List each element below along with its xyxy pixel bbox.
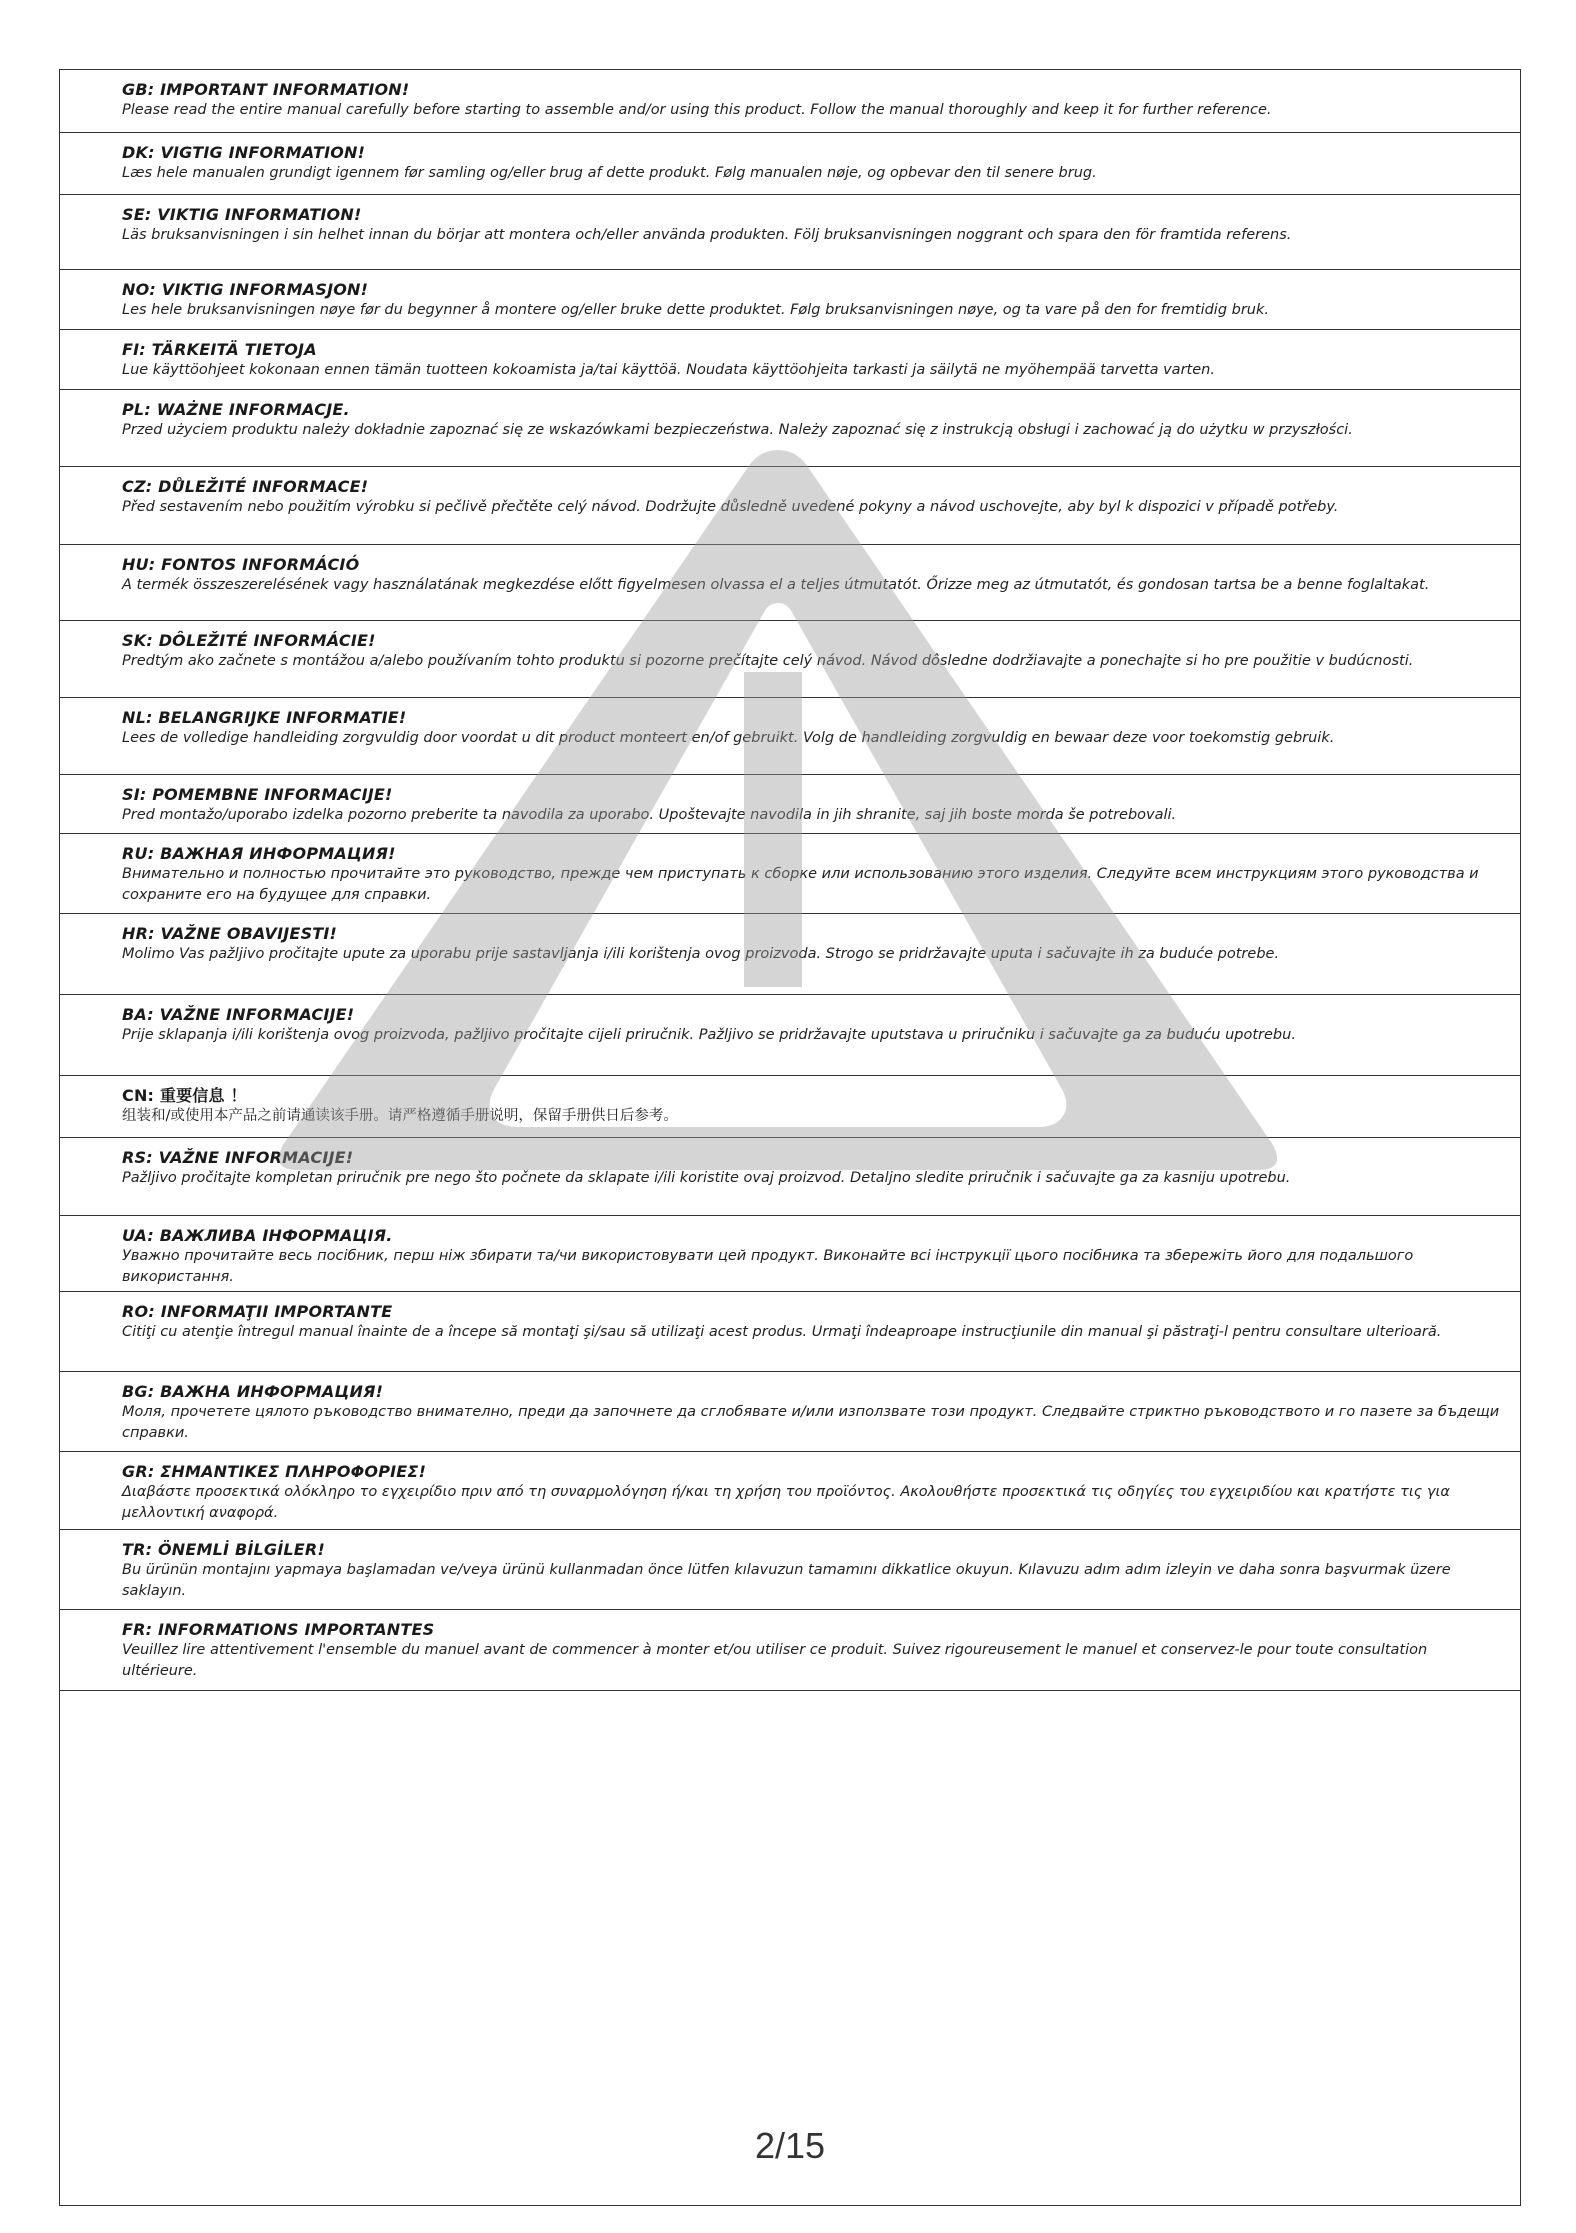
section-text: Läs bruksanvisningen i sin helhet innan du börjar att montera och/eller använda produkten. Följ bruksanvisningen noggrant och spara den för framtida referens. xyxy=(122,227,1292,243)
section-heading: RO: INFORMAŢII IMPORTANTE xyxy=(122,1302,393,1321)
section-fi xyxy=(60,330,1520,390)
section-si xyxy=(60,775,1520,834)
section-text: Please read the entire manual carefully before starting to assemble and/or using this product. Follow the manual thoroughly and keep it for further reference. xyxy=(122,102,1272,118)
section-pl xyxy=(60,390,1520,467)
section-cz xyxy=(60,467,1520,545)
section-text: Citiţi cu atenţie întregul manual înainte de a începe să montaţi şi/sau să utilizaţi acest produs. Urmaţi îndeaproape instrucţiunile din manual şi păstraţi-l pentru consultare ulterioară. xyxy=(122,1324,1442,1340)
section-heading: TR: ÖNEMLİ BİLGİLER! xyxy=(122,1540,325,1559)
section-text: Veuillez lire attentivement l'ensemble du manuel avant de commencer à monter et/ou utiliser ce produit. Suivez rigoureusement le manuel et conservez-le pour toute consultation ultérieure. xyxy=(122,1642,1428,1679)
section-text: Před sestavením nebo použitím výrobku si pečlivě přečtěte celý návod. Dodržujte důsledně uvedené pokyny a návod uschovejte, aby byl k dispozici v případě potřeby. xyxy=(122,499,1339,515)
section-cn xyxy=(60,1076,1520,1138)
section-heading: SK: DÔLEŽITÉ INFORMÁCIE! xyxy=(122,631,376,650)
section-sk xyxy=(60,621,1520,698)
section-gb xyxy=(60,70,1520,133)
section-text: Bu ürünün montajını yapmaya başlamadan ve/veya ürünü kullanmadan önce lütfen kılavuzun tamamını dikkatlice okuyun. Kılavuzu adım adım izleyin ve daha sonra başvurmak üzere saklayın. xyxy=(122,1562,1451,1599)
section-se xyxy=(60,195,1520,270)
section-heading: GR: ΣΗΜΑΝΤΙΚΕΣ ΠΛΗΡΟΦΟΡΙΕΣ! xyxy=(122,1462,427,1481)
section-heading: RU: ВАЖНАЯ ИНФОРМАЦИЯ! xyxy=(122,844,396,863)
section-ba xyxy=(60,995,1520,1076)
section-heading: NL: BELANGRIJKE INFORMATIE! xyxy=(122,708,407,727)
section-heading: NO: VIKTIG INFORMASJON! xyxy=(122,280,369,299)
section-text: Διαβάστε προσεκτικά ολόκληρο το εγχειρίδιο πριν από τη συναρμολόγηση ή/και τη χρήση του προϊόντος. Ακολουθήστε προσεκτικά τις οδηγίες του εγχειριδίου και κρατήστε τις για μελλοντική αναφορά. xyxy=(122,1484,1450,1521)
section-no xyxy=(60,270,1520,330)
section-text: Моля, прочетете цялото ръководство внимателно, преди да започнете да сглобявате и/или използвате този продукт. Следвайте стриктно ръководството и го пазете за бъдещи справки. xyxy=(122,1404,1500,1441)
section-heading: CZ: DŮLEŽITÉ INFORMACE! xyxy=(122,477,369,496)
section-hu xyxy=(60,545,1520,621)
section-text: Prije sklapanja i/ili korištenja ovog proizvoda, pažljivo pročitajte cijeli priručnik. Pažljivo se pridržavajte uputstava u priručniku i sačuvajte ga za buduću upotrebu. xyxy=(122,1027,1296,1043)
section-text: Уважно прочитайте весь посібник, перш ніж збирати та/чи використовувати цей продукт. Виконайте всі інструкції цього посібника та збережіть його для подальшого використання. xyxy=(122,1248,1414,1285)
section-text: Przed użyciem produktu należy dokładnie zapoznać się ze wskazówkami bezpieczeństwa. Należy zapoznać się z instrukcją obsługi i zachować ją do użytku w przyszłości. xyxy=(122,422,1353,438)
section-text: Внимательно и полностью прочитайте это руководство, прежде чем приступать к сборке или использованию этого изделия. Следуйте всем инструкциям этого руководства и сохраните его на будущее для справки. xyxy=(122,866,1479,903)
page-number: 2/15 xyxy=(754,2125,826,2166)
section-ru xyxy=(60,834,1520,914)
section-rs xyxy=(60,1138,1520,1216)
section-heading: UA: ВАЖЛИВА ІНФОРМАЦІЯ. xyxy=(122,1226,393,1245)
section-text: Pred montažo/uporabo izdelka pozorno preberite ta navodila za uporabo. Upoštevajte navodila in jih shranite, saj jih boste morda še potrebovali. xyxy=(122,807,1177,823)
section-tr xyxy=(60,1530,1520,1610)
section-text: Les hele bruksanvisningen nøye før du begynner å montere og/eller bruke dette produktet. Følg bruksanvisningen nøye, og ta vare på den for fremtidig bruk. xyxy=(122,302,1270,318)
section-bg xyxy=(60,1372,1520,1452)
section-heading: HR: VAŽNE OBAVIJESTI! xyxy=(122,924,338,943)
page-frame xyxy=(59,69,1521,2206)
section-nl xyxy=(60,698,1520,775)
section-text: Pažljivo pročitajte kompletan priručnik pre nego što počnete da sklapate i/ili koristite ovaj proizvod. Detaljno sledite priručnik i sačuvajte ga za kasniju upotrebu. xyxy=(122,1170,1291,1186)
section-ua xyxy=(60,1216,1520,1292)
section-heading: HU: FONTOS INFORMÁCIÓ xyxy=(122,555,360,574)
section-heading: FI: TÄRKEITÄ TIETOJA xyxy=(122,340,317,359)
section-text: Lue käyttöohjeet kokonaan ennen tämän tuotteen kokoamista ja/tai käyttöä. Noudata käyttöohjeita tarkasti ja säilytä ne myöhempää tarvetta varten. xyxy=(122,362,1215,378)
section-heading: RS: VAŽNE INFORMACIJE! xyxy=(122,1148,354,1167)
section-heading: FR: INFORMATIONS IMPORTANTES xyxy=(122,1620,435,1639)
section-text: Molimo Vas pažljivo pročitajte upute za uporabu prije sastavljanja i/ili korištenja ovog proizvoda. Strogo se pridržavajte uputa i sačuvajte ih za buduće potrebe. xyxy=(122,946,1280,962)
section-heading: BA: VAŽNE INFORMACIJE! xyxy=(122,1005,355,1024)
section-heading: SE: VIKTIG INFORMATION! xyxy=(122,205,362,224)
section-text: 组装和/或使用本产品之前请通读该手册。请严格遵循手册说明，保留手册供日后参考。 xyxy=(122,1108,678,1124)
section-heading: PL: WAŻNE INFORMACJE. xyxy=(122,400,350,419)
section-hr xyxy=(60,914,1520,995)
section-gr xyxy=(60,1452,1520,1530)
section-fr xyxy=(60,1610,1520,1691)
section-heading: GB: IMPORTANT INFORMATION! xyxy=(122,80,410,99)
section-heading: BG: ВАЖНА ИНФОРМАЦИЯ! xyxy=(122,1382,384,1401)
section-heading: DK: VIGTIG INFORMATION! xyxy=(122,143,366,162)
section-ro xyxy=(60,1292,1520,1372)
section-text: Predtým ako začnete s montážou a/alebo používaním tohto produktu si pozorne prečítajte celý návod. Návod dôsledne dodržiavajte a ponechajte si ho pre použitie v budúcnosti. xyxy=(122,653,1414,669)
section-text: A termék összeszerelésének vagy használatának megkezdése előtt figyelmesen olvassa el a teljes útmutatót. Őrizze meg az útmutatót, és gondosan tartsa be a benne foglaltakat. xyxy=(122,577,1430,593)
section-dk xyxy=(60,133,1520,195)
section-text: Lees de volledige handleiding zorgvuldig door voordat u dit product monteert en/of gebruikt. Volg de handleiding zorgvuldig en bewaar deze voor toekomstig gebruik. xyxy=(122,730,1335,746)
section-heading: SI: POMEMBNE INFORMACIJE! xyxy=(122,785,393,804)
section-text: Læs hele manualen grundigt igennem før samling og/eller brug af dette produkt. Følg manualen nøje, og opbevar den til senere brug. xyxy=(122,165,1097,181)
section-heading: CN: 重要信息 ！ xyxy=(122,1086,247,1105)
